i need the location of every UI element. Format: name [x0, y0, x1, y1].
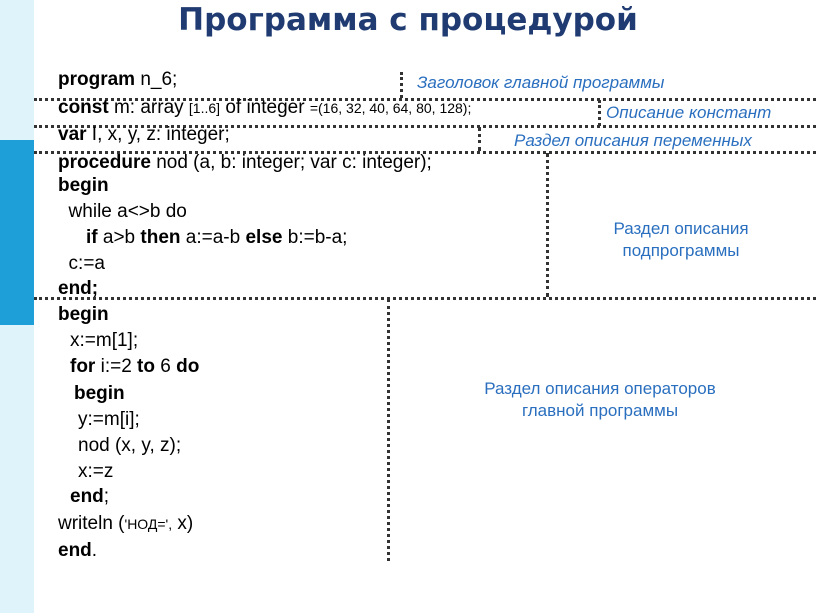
code-line-begin-proc: begin — [58, 175, 109, 196]
code-line-begin-loop: begin — [74, 383, 125, 404]
code-line-end-proc: end; — [58, 278, 99, 299]
code-line-var: var I, x, y, z: integer; — [58, 124, 230, 145]
divider-subprogram — [546, 153, 549, 297]
code-line-end-loop: end; — [70, 486, 110, 507]
separator-subprogram — [34, 297, 816, 300]
side-bar-light-bottom — [0, 325, 34, 613]
divider-variables — [478, 127, 481, 151]
code-line-assign-xz: x:=z — [78, 461, 114, 482]
code-line-for: for i:=2 to 6 do — [70, 356, 200, 377]
note-program-header: Заголовок главной программы — [417, 73, 665, 92]
code-line-const: const m: array [1..6] of integer =(16, 32, 40, 64, 80, 128); — [58, 97, 472, 118]
code-line-begin-main: begin — [58, 304, 109, 325]
code-line-program: program n_6; — [58, 69, 178, 90]
divider-header — [400, 72, 403, 98]
code-line-while: while a<>b do — [58, 201, 187, 222]
code-line-assign-x: x:=m[1]; — [70, 330, 139, 351]
note-subprogram — [556, 218, 806, 262]
code-line-assign-c: c:=a — [58, 253, 105, 274]
note-operators-line2: главной программы — [521, 401, 679, 420]
note-operators-line1: Раздел описания операторов — [484, 379, 716, 398]
note-operators — [410, 378, 790, 422]
note-subprogram-line2: подпрограммы — [622, 241, 740, 260]
side-bar-accent — [0, 140, 34, 325]
note-variables: Раздел описания переменных — [514, 131, 752, 150]
code-line-procedure: procedure nod (a, b: integer; var c: integer); — [58, 152, 432, 173]
slide-title: Программа с процедурой — [178, 2, 638, 38]
divider-constants — [598, 100, 601, 126]
code-line-assign-y: y:=m[i]; — [78, 409, 140, 430]
code-line-call-nod: nod (x, y, z); — [78, 435, 182, 456]
note-constants: Описание констант — [606, 103, 772, 122]
note-subprogram-line1: Раздел описания — [613, 219, 749, 238]
code-line-if: if a>b then a:=a-b else b:=b-a; — [86, 227, 348, 248]
code-line-end-main: end. — [58, 540, 98, 561]
code-line-writeln: writeln ('НОД=', x) — [58, 513, 194, 534]
divider-operators — [387, 299, 390, 561]
